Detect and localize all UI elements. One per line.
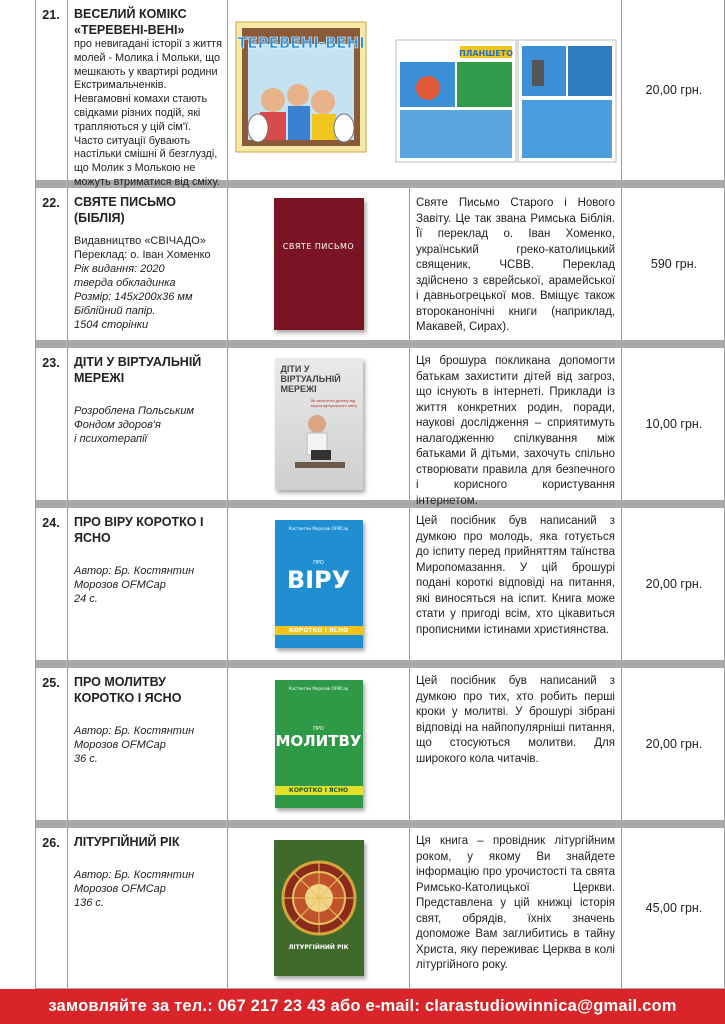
order-contact-banner	[0, 989, 725, 1024]
item-price: 20,00 грн.	[645, 737, 703, 751]
row-separator	[35, 820, 725, 828]
item-author-line: Розроблена Польським	[74, 405, 195, 417]
catalog-row-21	[35, 0, 725, 188]
item-price: 20,00 грн.	[645, 83, 703, 97]
item-pages: 136 с.	[74, 897, 104, 909]
catalog-row-23	[35, 348, 725, 507]
comic-page-label: ПЛАНШЕТО	[459, 49, 513, 58]
item-author-line: Фондом здоров'я	[74, 419, 161, 431]
item-pages: 24 с.	[74, 593, 98, 605]
cover-subtitle: Як захистити дитину від загроз віртуального світу	[310, 398, 358, 408]
item-description: Святе Письмо Старого і Нового Завіту. Це так звана Римська Біблія. Її переклад о. Іван Хоменко, український греко-католицький священик, ЧСВВ. Переклад здійснено з єврейської, арамейської і давньогрецької мов. Вміщує також второканонічні книги (наприклад, Макавей, Сирах).	[416, 197, 615, 333]
item-description: Цей посібник був написаний з думкою про тих, хто робить перші кроки у молитві. У брошурі зібрані відповіді на найпопулярніші питання, що стосуються молитви. Для широкого кола читачів.	[416, 675, 615, 765]
item-description: Ця книга – провідник літургійним роком, у якому Ви знайдете інформацію про урочистості та свята Римсько-Католицької Церкви. Представлена у цій книжці історія свят, обрядів, їхніх значень допоможе Вам заглибитись в тайну Христа, яку переживає Церква в колі літургійного року.	[416, 835, 615, 971]
item-price: 45,00 грн.	[645, 901, 703, 915]
cover-wheel-illustration	[274, 840, 364, 976]
item-number: 22.	[42, 196, 60, 210]
item-number: 26.	[42, 836, 60, 850]
item-publisher: Видавництво «СВІЧАДО»	[74, 235, 206, 247]
item-pages: 36 с.	[74, 753, 98, 765]
cover-author: Костянтин Морозов OFMCap	[288, 686, 349, 691]
prayer-cover-image	[275, 680, 363, 808]
item-description: Цей посібник був написаний з думкою про молодь, яка готується до іспиту перед прийняттям таїнства Миропомазання. У цій брошурі подані короткі відповіді на питання, які виносяться на іспит. Книга може стати у пригоді всім, хто цікавиться прописними істинами християнства.	[416, 515, 615, 636]
faith-cover-image	[275, 520, 363, 648]
catalog-table	[35, 0, 725, 996]
cover-band: КОРОТКО І ЯСНО	[275, 786, 363, 795]
item-number: 24.	[42, 516, 60, 530]
cover-small-title: ПРО	[313, 560, 324, 566]
item-number: 23.	[42, 356, 60, 370]
item-number: 25.	[42, 676, 60, 690]
item-year: Рік видання: 2020	[74, 263, 165, 275]
item-translator: Переклад: о. Іван Хоменко	[74, 249, 211, 261]
comic-title-art: ТЕРЕВЕНІ-ВЕНІ	[237, 34, 365, 52]
catalog-row-25	[35, 668, 725, 820]
item-description: про невигадані історії з життя молей - Молика і Мольки, що мешкають у квартирі родини Екстримальченків. Невгамовні комахи стають свідками різних подій, які трапляються у цій сім'ї. Часто ситуації бувають настільки смішні й безглузді, що Молик з Молькою не можуть втриматися від сміху.	[74, 38, 222, 188]
item-price: 590 грн.	[650, 257, 698, 271]
cover-big-title: ВІРУ	[286, 566, 351, 594]
item-author: Автор: Бр. Костянтин	[74, 565, 195, 577]
item-author-order: Морозов OFMCap	[74, 883, 166, 895]
item-price: 20,00 грн.	[645, 577, 703, 591]
cover-title: ЛІТУРГІЙНИЙ РІК	[288, 944, 349, 951]
catalog-row-26	[35, 828, 725, 988]
cover-title: ДІТИ У ВІРТУАЛЬНІЙ МЕРЕЖІ	[280, 364, 341, 394]
row-separator	[35, 660, 725, 668]
cover-band: КОРОТКО І ЯСНО	[275, 626, 363, 635]
item-author-line: і психотерапії	[74, 433, 147, 445]
catalog-row-24	[35, 508, 725, 660]
item-price: 10,00 грн.	[645, 417, 703, 431]
item-title: ВЕСЕЛИЙ КОМІКС «ТЕРЕВЕНІ-ВЕНІ»	[74, 7, 187, 37]
bible-cover-image	[274, 198, 364, 330]
item-title: СВЯТЕ ПИСЬМО (БІБЛІЯ)	[74, 195, 176, 225]
item-title: ЛІТУРГІЙНИЙ РІК	[74, 835, 180, 849]
cover-small-title: ПРО	[313, 726, 324, 732]
item-author-order: Морозов OFMCap	[74, 579, 166, 591]
order-contact-text: замовляйте за тел.: 067 217 23 43 або e-mail: clarastudiowinnica@gmail.com	[48, 997, 677, 1015]
row-separator	[35, 340, 725, 348]
cover-author: Костянтин Морозов OFMCap	[288, 526, 349, 531]
item-paper: Біблійний папір.	[74, 305, 156, 317]
bible-cover-title: СВЯТЕ ПИСЬМО	[282, 242, 355, 251]
liturgical-year-cover-image	[274, 840, 364, 976]
comic-cover-image	[228, 0, 622, 180]
children-network-cover-image	[275, 358, 363, 490]
item-author: Автор: Бр. Костянтин	[74, 725, 195, 737]
cover-big-title: МОЛИТВУ	[275, 732, 362, 750]
item-number: 21.	[42, 8, 60, 22]
row-separator	[35, 500, 725, 508]
item-binding: тверда обкладинка	[74, 277, 176, 289]
catalog-row-22	[35, 188, 725, 340]
item-size: Розмір: 145х200х36 мм	[74, 291, 193, 303]
item-title: ПРО ВІРУ КОРОТКО І ЯСНО	[74, 515, 204, 545]
child-photo-illustration	[275, 358, 363, 490]
item-title: ПРО МОЛИТВУ КОРОТКО І ЯСНО	[74, 675, 182, 705]
item-description: Ця брошура покликана допомогти батькам захистити дітей від загроз, що існують в інтернеті. Приклади із життя конкретних родин, поради, наукові дослідження – сприятимуть налагодженню спілкування між батьками й дітьми, захочуть спільно створювати правила для безпечного і корисного користування інтернетом.	[416, 355, 615, 507]
item-author-order: Морозов OFMCap	[74, 739, 166, 751]
item-cover	[228, 0, 622, 180]
item-author: Автор: Бр. Костянтин	[74, 869, 195, 881]
item-pages: 1504 сторінки	[74, 319, 149, 331]
item-title: ДІТИ У ВІРТУАЛЬНІЙ МЕРЕЖІ	[74, 355, 202, 385]
